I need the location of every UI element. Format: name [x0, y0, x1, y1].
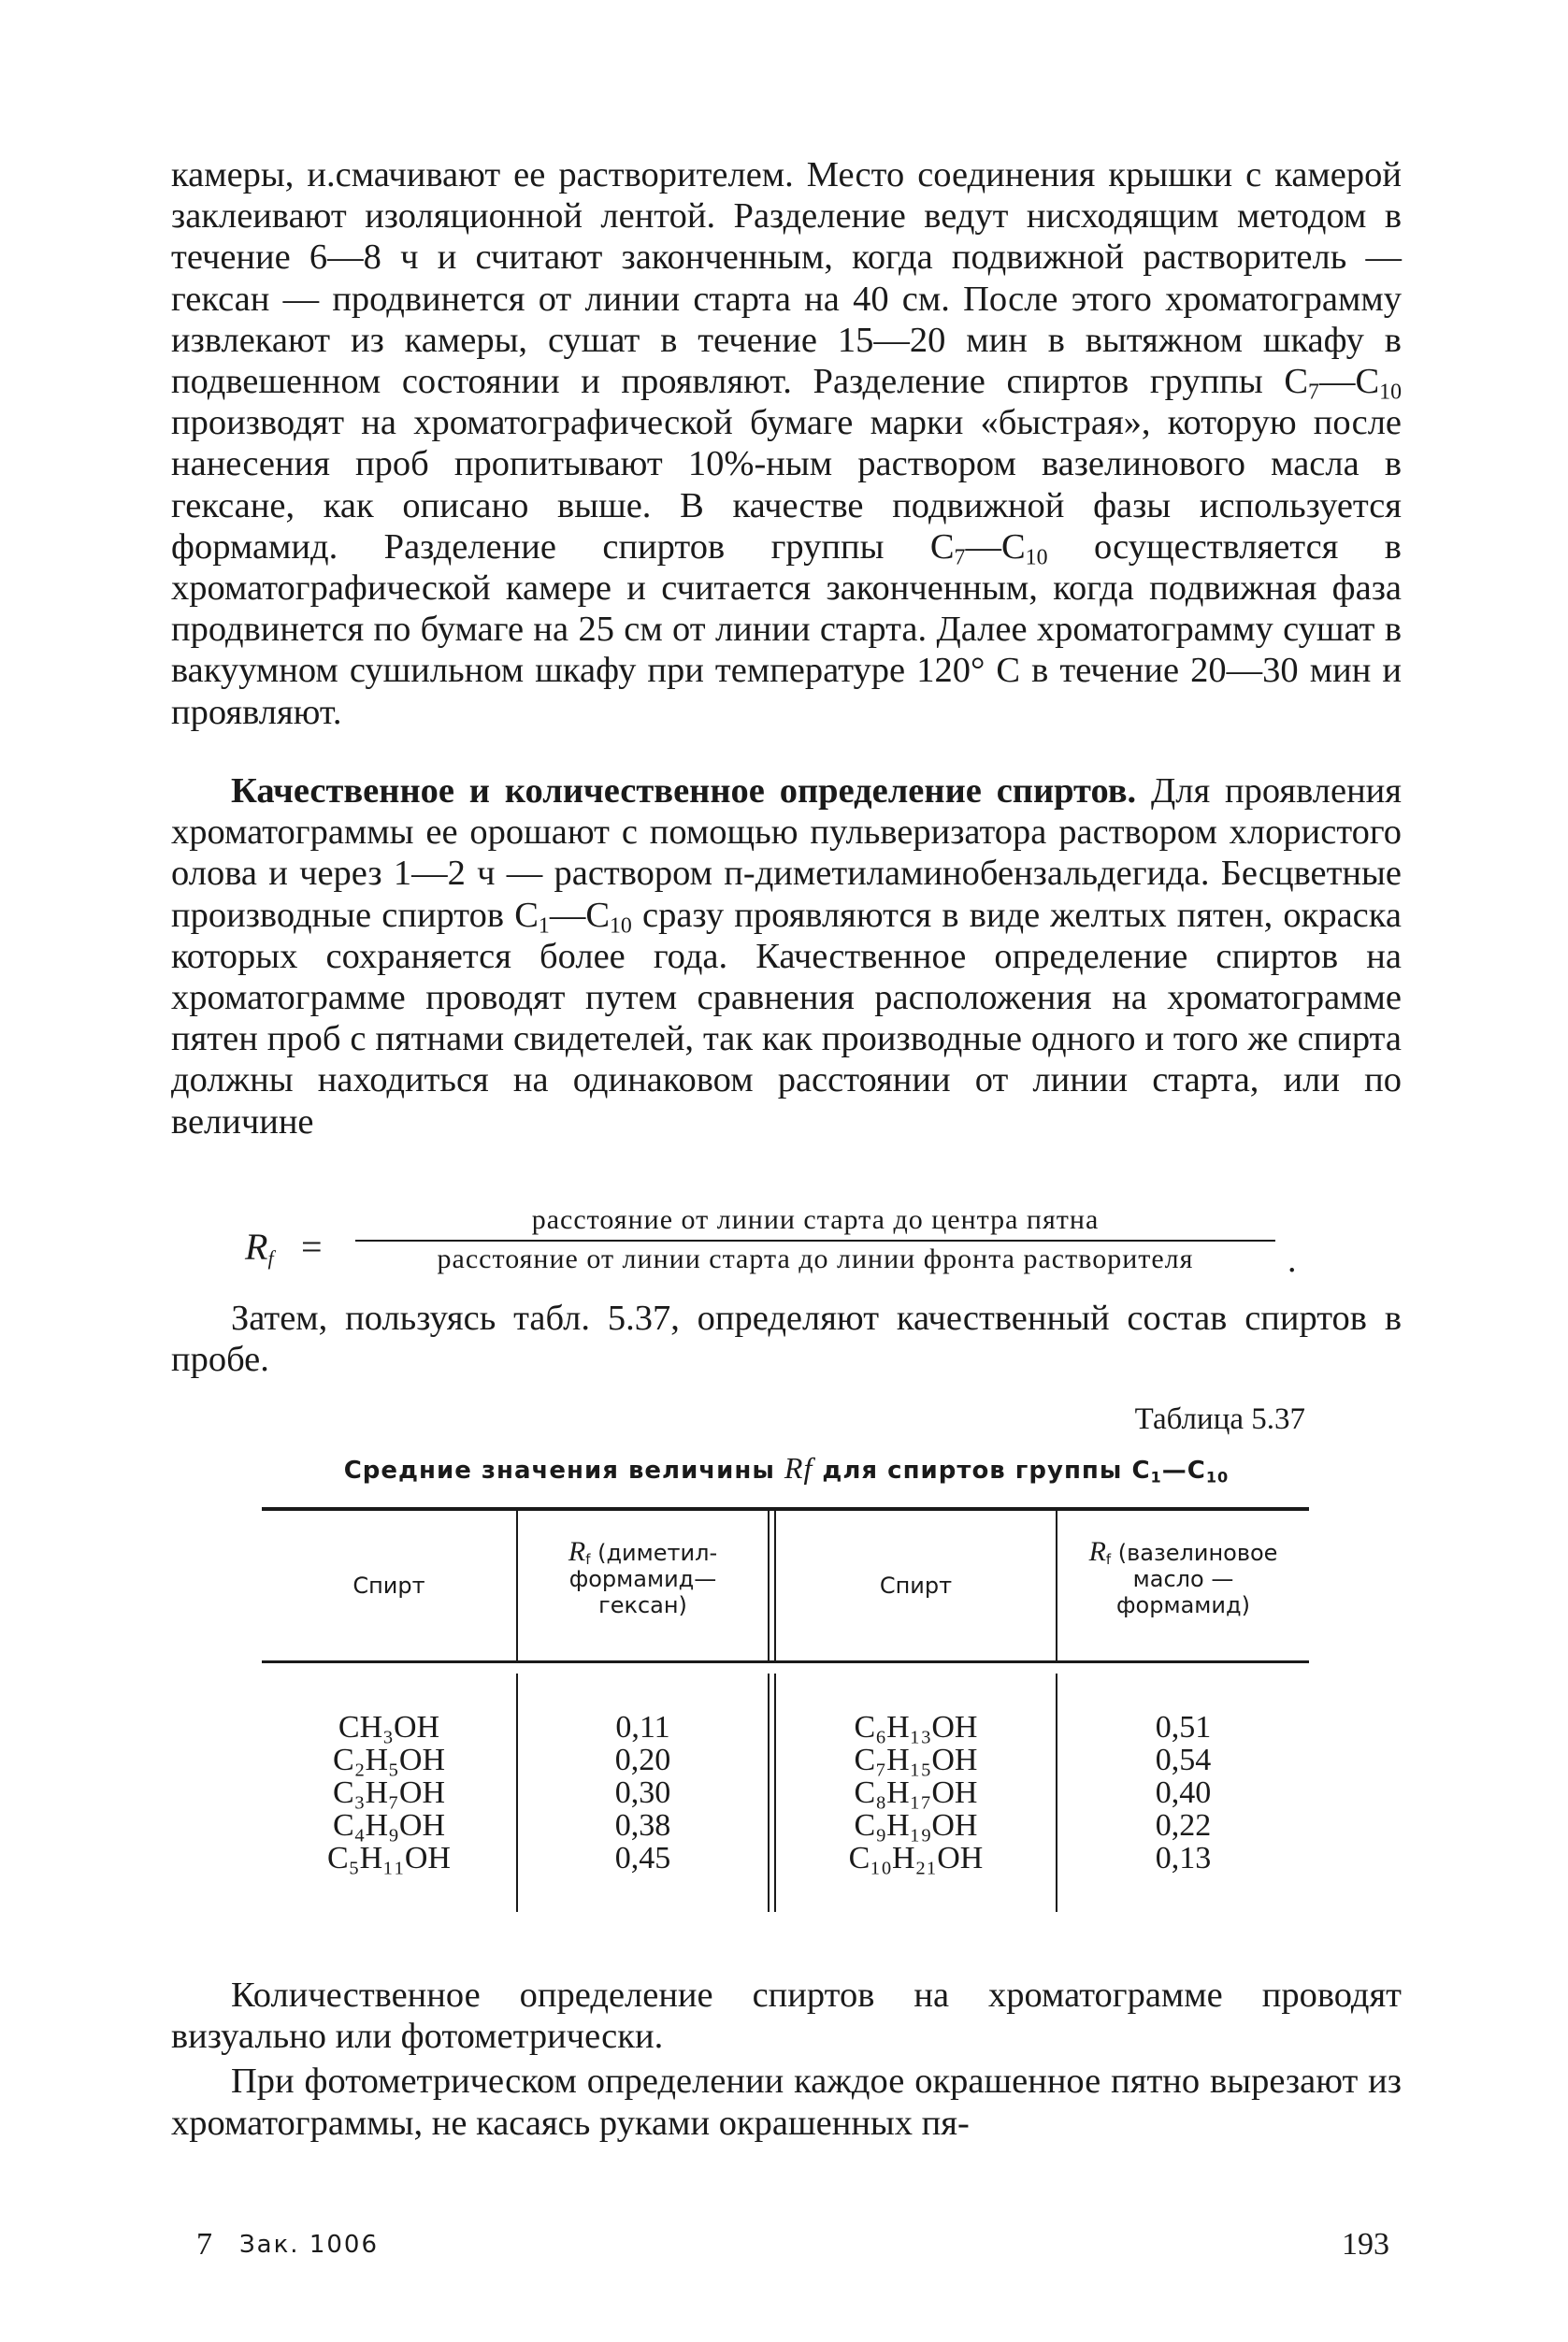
- table-cell: 0,11: [615, 1710, 670, 1745]
- col-right-alcohols: [776, 1711, 1056, 1875]
- table-cell: 0,45: [614, 1841, 671, 1875]
- table-cell: C₂H₅OH: [332, 1743, 446, 1777]
- paragraph-5: При фотометрическом определении каждое окрашенное пятно вырезают из хроматограммы, не касаясь руками окрашенных пя-: [171, 2062, 1402, 2143]
- col-left-alcohols: [262, 1711, 516, 1875]
- header-rf-dmf: $R_f$ (диметил- формамид— гексан): [568, 1536, 718, 1618]
- table-cell: C₈H₁₇OH: [854, 1775, 978, 1810]
- header-rf-vaseline: $R_f$ (вазелиновое масло — формамид): [1088, 1536, 1278, 1618]
- body-text-section: [171, 770, 1402, 1142]
- formula-lhs: $R_f$: [245, 1226, 274, 1271]
- formula-numerator: расстояние от линии старта до центра пятна: [531, 1204, 1100, 1235]
- paragraph-3: Затем, пользуясь табл. 5.37, определяют качественный состав спиртов в пробе.: [171, 1299, 1402, 1380]
- table-cell: 0,30: [614, 1775, 671, 1810]
- header-alcohol-left: Спирт: [352, 1573, 425, 1599]
- table-cell: 0,51: [1155, 1710, 1212, 1745]
- table-label: Таблица 5.37: [1134, 1402, 1305, 1436]
- paragraph-2: Качественное и количественное определение спиртов. Для проявления хроматограммы ее орошают с помощью пульверизатора раствором хлористого олова и через 1—2 ч — раствором п-диметиламинобензальдегида. Бесцветные производные спиртов $C_1—C_{10}$ сразу проявляются в виде желтых пятен, окраска которых сохраняется более года. Качественное определение спиртов на хроматограмме проводят путем сравнения расположения на хроматограмме пятен проб с пятнами свидетелей, так как производные одного и того же спирта должны находиться на одинаковом расстоянии от линии старта, или по величине: [171, 771, 1402, 1142]
- table-vline-2a: [768, 1511, 770, 1660]
- paragraph-1: камеры, и.смачивают ее растворителем. Место соединения крышки с камерой заклеивают изоляционной лентой. Разделение ведут нисходящим методом в течение 6—8 ч и считают законченным, когда подвижной растворитель — гексан — продвинется от линии старта на 40 см. После этого хроматограмму извлекают из камеры, сушат в течение 15—20 мин в вытяжном шкафу в подвешенном состоянии и проявляют. Разделение спиртов группы $C_7—C_{10}$ производят на хроматографической бумаге марки «быстрая», которую после нанесения проб пропитывают 10%-ным раствором вазелинового масла в гексане, как описано выше. В качестве подвижной фазы используется формамид. Разделение спиртов группы $C_7—C_{10}$ осуществляется в хроматографической камере и считается законченным, когда подвижная фаза продвинется по бумаге на 25 см от линии старта. Далее хроматограмму сушат в вакуумном сушильном шкафу при температуре 120° C в течение 20—30 мин и проявляют.: [171, 155, 1402, 732]
- footer-order: Зак. 1006: [239, 2231, 380, 2259]
- table-cell: 0,54: [1155, 1743, 1212, 1777]
- table-cell: C₃H₇OH: [332, 1775, 446, 1810]
- table-cell: 0,38: [614, 1808, 671, 1843]
- col-right-rf: [1057, 1711, 1309, 1875]
- table-cell: 0,22: [1155, 1808, 1212, 1843]
- section-heading: Качественное и количественное определение спиртов.: [231, 771, 1137, 811]
- page-number: 193: [1342, 2227, 1389, 2262]
- table-cell: 0,20: [614, 1743, 671, 1777]
- footer-signature: 7: [196, 2227, 212, 2262]
- paragraph-4: Количественное определение спиртов на хроматограмме проводят визуально или фотометрически.: [171, 1976, 1402, 2057]
- formula-fraction: [348, 1204, 1283, 1275]
- body-text-top: [171, 154, 1402, 733]
- table-cell: 0,40: [1155, 1775, 1212, 1810]
- table-vline-2c: [768, 1674, 770, 1912]
- table-top-rule: [262, 1507, 1309, 1511]
- table-cell: CH₃OH: [338, 1710, 440, 1745]
- table-caption: Средние значения величины Rf для спиртов группы $C_1—C_{10}$: [343, 1451, 1230, 1487]
- header-alcohol-right: Спирт: [879, 1573, 953, 1599]
- table-cell: C₅H₁₁OH: [327, 1841, 451, 1875]
- table-header-rule: [262, 1660, 1309, 1663]
- table-cell: C₇H₁₅OH: [854, 1743, 978, 1777]
- table-cell: C₄H₉OH: [332, 1808, 446, 1843]
- rf-formula: [245, 1204, 1348, 1288]
- table-cell: C₉H₁₉OH: [854, 1808, 978, 1843]
- formula-period: .: [1287, 1241, 1297, 1280]
- formula-denominator: расстояние от линии старта до линии фронта растворителя: [437, 1243, 1194, 1274]
- col-left-rf: [518, 1711, 768, 1875]
- table-cell: 0,13: [1155, 1841, 1212, 1875]
- table-cell: C₁₀H₂₁OH: [848, 1841, 984, 1875]
- table-cell: C₆H₁₃OH: [854, 1710, 978, 1745]
- formula-equals: =: [301, 1226, 323, 1268]
- body-text-bottom: [171, 1975, 1402, 2144]
